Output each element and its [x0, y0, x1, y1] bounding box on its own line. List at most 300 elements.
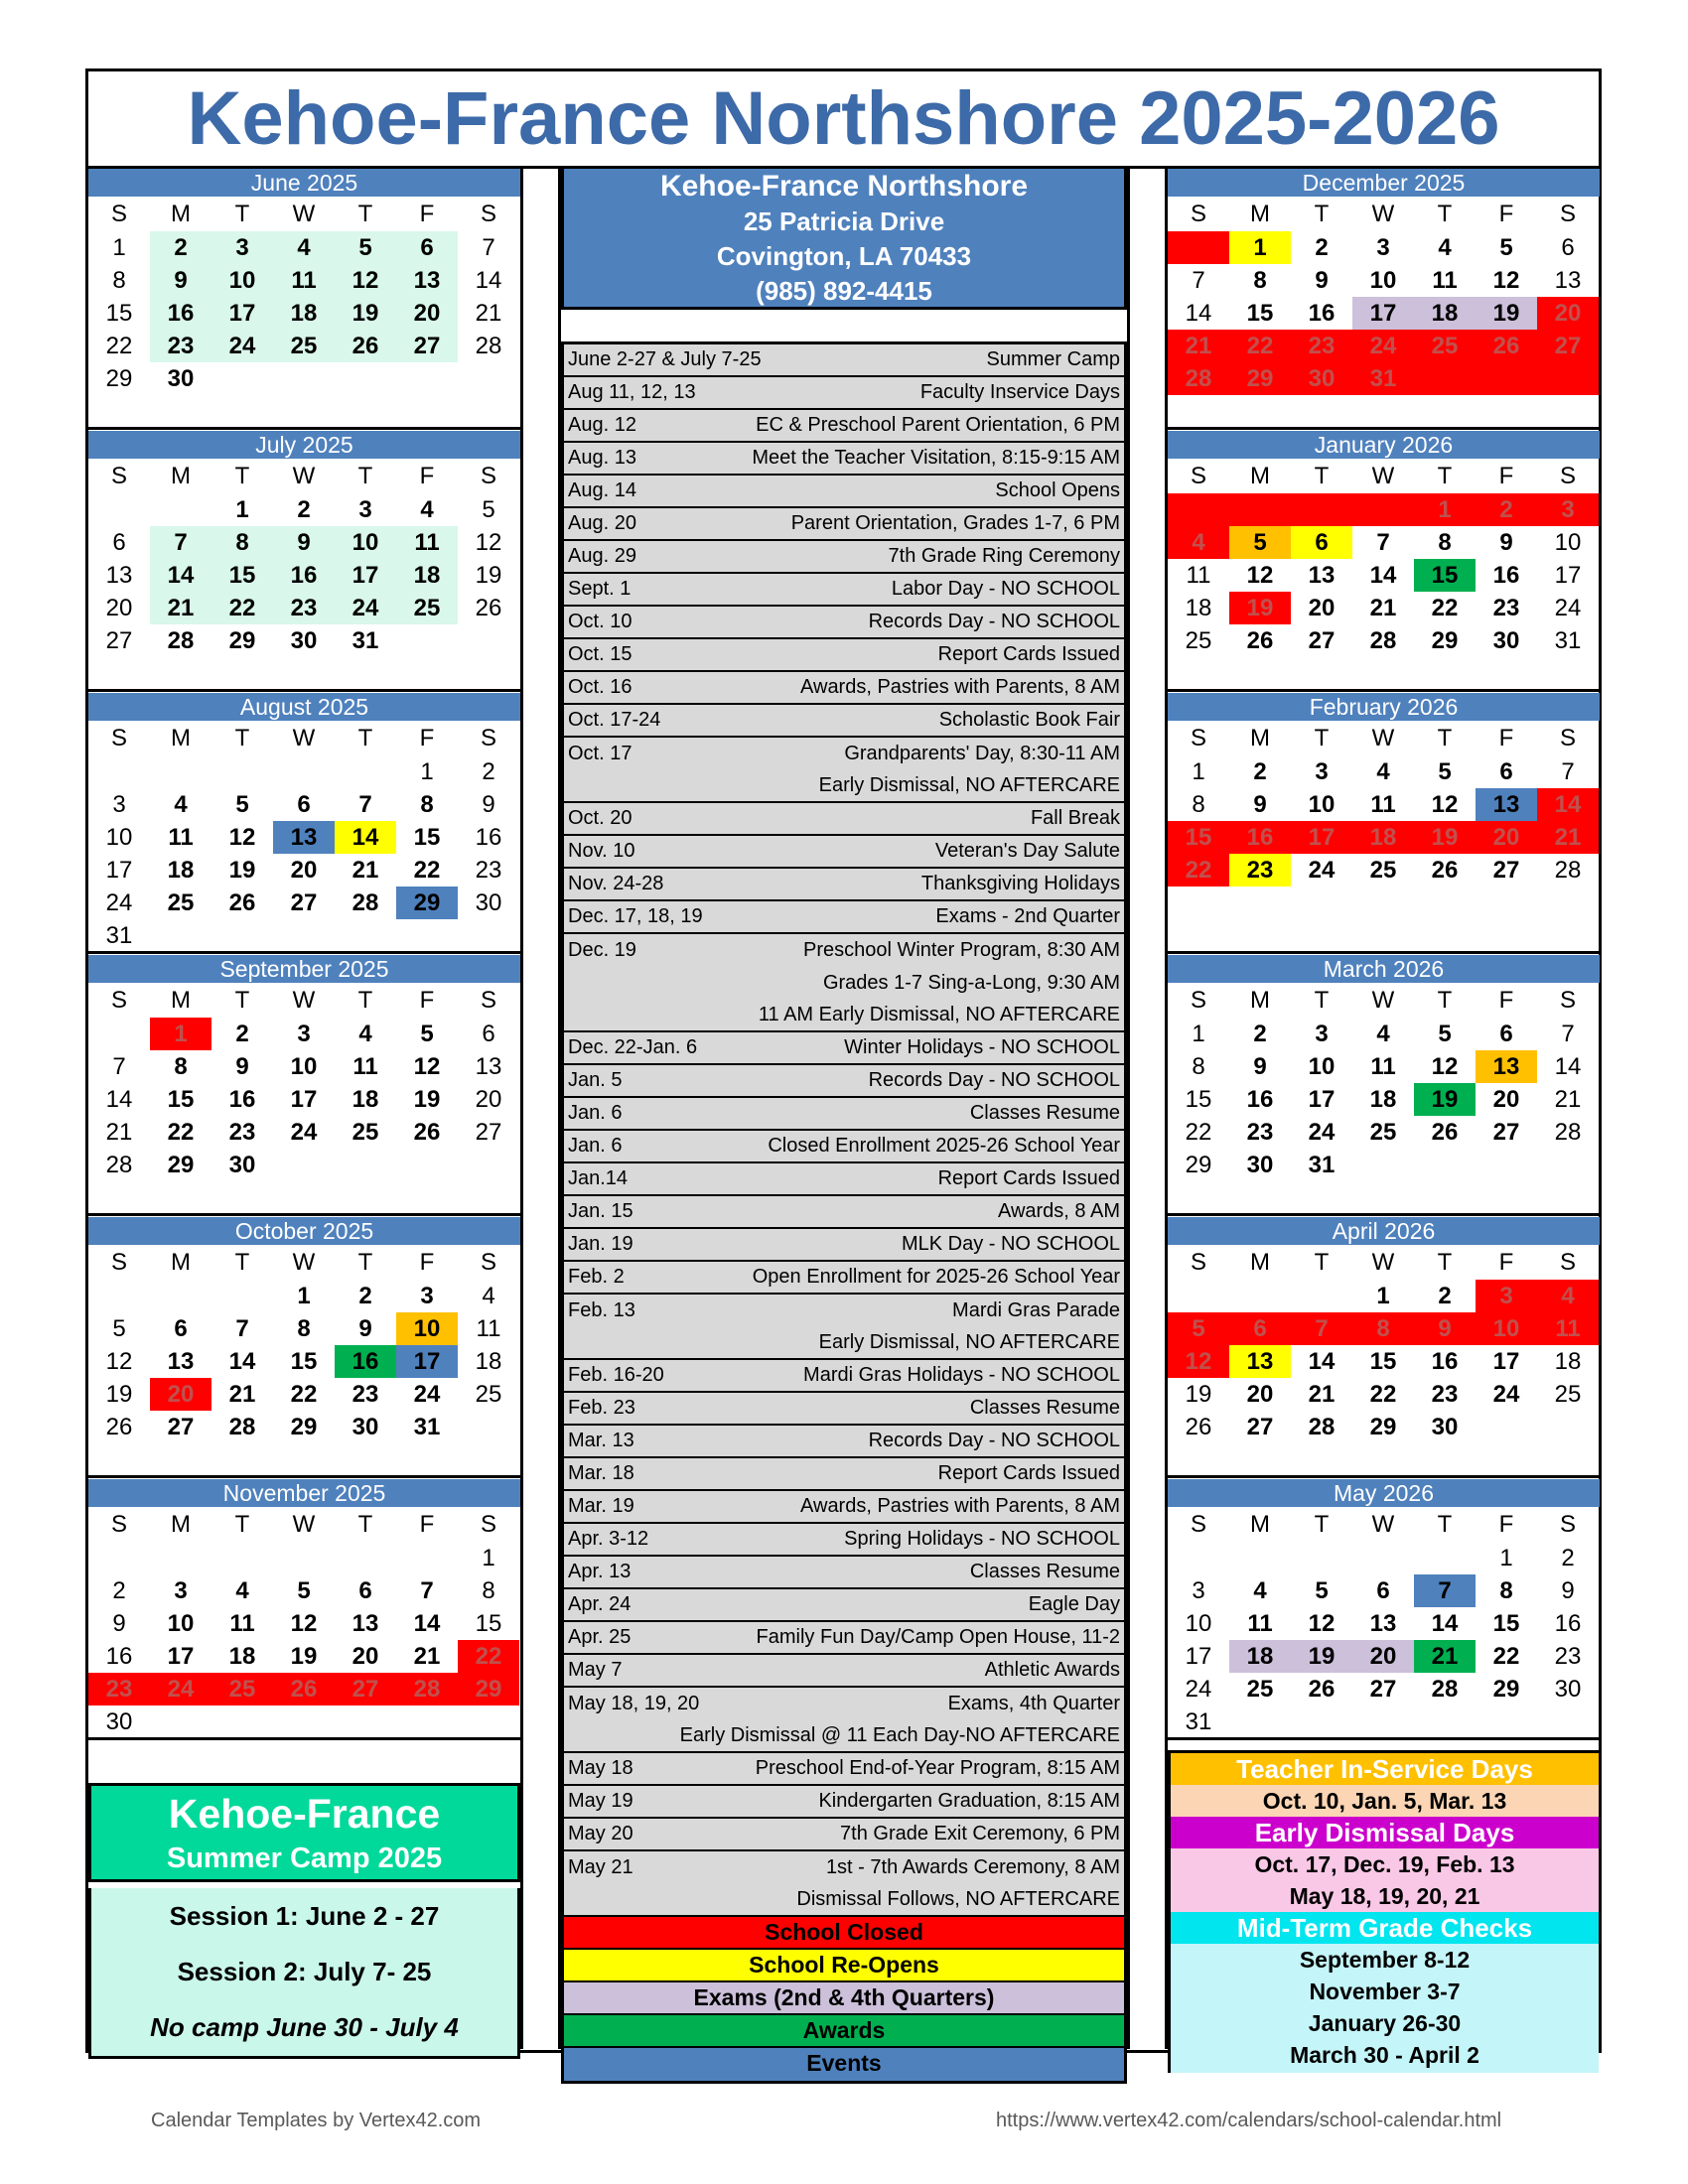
weekday-label: T — [1314, 201, 1330, 227]
weekday-label: S — [1559, 201, 1576, 227]
day-cell: 8 — [1438, 529, 1452, 556]
empty-cell — [88, 1280, 150, 1312]
camp-body — [88, 1888, 520, 2059]
day-cell: 19 — [1414, 821, 1476, 854]
weekday-label: T — [1314, 463, 1330, 489]
day-cell: 23 — [1229, 854, 1291, 887]
empty-cell — [150, 919, 211, 952]
event-description: Thanksgiving Holidays — [920, 873, 1120, 894]
day-cell: 28 — [475, 333, 502, 359]
legend-blue: Events — [564, 2048, 1124, 2081]
day-cell: 24 — [105, 889, 133, 916]
school-street: 25 Patricia Drive — [743, 206, 945, 236]
event-date: Jan. 5 — [568, 1069, 623, 1091]
day-cell: 5 — [1438, 758, 1452, 785]
event-row — [564, 1622, 1124, 1655]
empty-cell — [335, 1542, 396, 1574]
empty-cell — [1229, 1706, 1291, 1738]
day-cell: 13 — [352, 1610, 379, 1637]
weekday-header — [1168, 983, 1600, 1018]
day-cell: 28 — [1308, 1414, 1336, 1440]
day-cell: 27 — [1246, 1414, 1274, 1440]
day-cell: 30 — [1554, 1676, 1582, 1703]
month-left-0 — [88, 169, 520, 430]
empty-cell — [335, 1149, 396, 1181]
event-row — [564, 967, 1124, 1000]
event-date: June 2-27 & July 7-25 — [568, 348, 762, 370]
day-cell: 4 — [174, 791, 188, 818]
event-row — [564, 1065, 1124, 1098]
empty-cell — [1414, 362, 1476, 395]
empty-cell — [1414, 1542, 1476, 1574]
day-cell: 6 — [1229, 1312, 1291, 1345]
empty-cell — [211, 755, 273, 788]
day-cell: 21 — [1308, 1381, 1336, 1408]
day-cell: 16 — [1246, 1086, 1274, 1113]
day-cell: 29 — [1185, 1152, 1212, 1178]
day-cell: 14 — [1308, 1348, 1336, 1375]
event-date: Mar. 18 — [568, 1462, 634, 1484]
event-date: Oct. 17-24 — [568, 709, 661, 731]
weekday-label: S — [480, 1511, 496, 1538]
day-cell: 11 — [476, 1315, 501, 1342]
weekday-label: S — [480, 1249, 496, 1276]
day-cell: 21 — [413, 1643, 441, 1670]
weekday-label: W — [292, 987, 316, 1014]
day-cell: 30 — [228, 1152, 256, 1178]
day-cell: 29 — [167, 1152, 195, 1178]
weekday-header — [1168, 1245, 1600, 1280]
empty-cell — [1291, 493, 1352, 526]
event-description: Early Dismissal @ 11 Each Day-NO AFTERCARE — [679, 1724, 1120, 1746]
day-cell: 24 — [1554, 595, 1582, 621]
empty-cell — [396, 919, 458, 952]
day-cell: 8 — [1499, 1577, 1513, 1604]
day-cell: 1 — [482, 1545, 495, 1571]
day-cell: 3 — [297, 1021, 311, 1047]
day-cell: 20 — [105, 595, 133, 621]
day-cell: 30 — [290, 627, 318, 654]
weekday-label: M — [171, 201, 191, 227]
day-cell: 5 — [235, 791, 249, 818]
day-cell: 11 — [1537, 1312, 1599, 1345]
day-cell: 15 — [413, 824, 441, 851]
empty-cell — [1414, 1149, 1476, 1181]
event-date: Oct. 10 — [568, 611, 633, 632]
day-cell: 26 — [228, 889, 256, 916]
weekday-label: M — [171, 987, 191, 1014]
day-cell: 5 — [1499, 234, 1513, 261]
school-address-box — [561, 169, 1127, 310]
day-cell: 13 — [167, 1348, 195, 1375]
event-row — [564, 574, 1124, 607]
event-date: Feb. 13 — [568, 1299, 635, 1321]
event-date: Jan. 6 — [568, 1102, 623, 1124]
midterm-4: March 30 - April 2 — [1171, 2039, 1599, 2073]
day-cell: 12 — [1492, 267, 1520, 294]
day-grid — [1168, 1280, 1600, 1443]
empty-cell — [396, 1149, 458, 1181]
day-cell: 21 — [105, 1119, 133, 1146]
inservice-dates: Oct. 10, Jan. 5, Mar. 13 — [1171, 1785, 1599, 1817]
legend-lavender: Exams (2nd & 4th Quarters) — [564, 1982, 1124, 2015]
day-cell: 10 — [1554, 529, 1582, 556]
empty-cell — [211, 1280, 273, 1312]
day-cell: 2 — [482, 758, 495, 785]
empty-cell — [1476, 362, 1537, 395]
info-boxes — [1168, 1750, 1599, 2073]
month-title: July 2025 — [88, 431, 520, 459]
day-cell: 27 — [105, 627, 133, 654]
weekday-header — [88, 1245, 520, 1280]
day-cell: 6 — [174, 1315, 188, 1342]
empty-cell — [273, 919, 335, 952]
empty-cell — [1537, 1149, 1599, 1181]
event-date: Apr. 25 — [568, 1626, 632, 1648]
weekday-label: S — [110, 201, 127, 227]
month-title: May 2026 — [1168, 1479, 1600, 1507]
day-grid — [88, 231, 520, 395]
day-cell: 26 — [413, 1119, 441, 1146]
day-cell: 1 — [1376, 1283, 1390, 1309]
day-cell: 18 — [1185, 595, 1212, 621]
weekday-label: W — [1371, 1249, 1395, 1276]
weekday-header — [1168, 197, 1600, 231]
day-cell: 1 — [1229, 231, 1291, 264]
day-cell: 29 — [228, 627, 256, 654]
day-cell: 30 — [1291, 362, 1352, 395]
event-description: EC & Preschool Parent Orientation, 6 PM — [756, 414, 1120, 436]
day-cell: 17 — [211, 297, 273, 330]
event-date: Aug. 14 — [568, 479, 636, 501]
day-cell: 13 — [1476, 788, 1537, 821]
day-cell: 22 — [1229, 330, 1291, 362]
day-cell: 29 — [1229, 362, 1291, 395]
midterm-title: Mid-Term Grade Checks — [1171, 1912, 1599, 1944]
empty-cell — [1168, 1280, 1229, 1312]
day-cell: 27 — [167, 1414, 195, 1440]
day-cell: 19 — [413, 1086, 441, 1113]
day-cell: 31 — [413, 1414, 441, 1440]
day-cell: 5 — [297, 1577, 311, 1604]
day-cell: 20 — [1537, 297, 1599, 330]
weekday-label: M — [171, 1511, 191, 1538]
weekday-label: T — [234, 201, 250, 227]
weekday-label: S — [110, 1249, 127, 1276]
day-cell: 13 — [273, 821, 335, 854]
event-description: 7th Grade Ring Ceremony — [888, 545, 1120, 567]
day-cell: 10 — [396, 1312, 458, 1345]
event-description: Veteran's Day Salute — [934, 840, 1120, 862]
empty-cell — [458, 1706, 519, 1738]
event-date: Oct. 17 — [568, 743, 633, 764]
day-cell: 6 — [1499, 758, 1513, 785]
day-cell: 29 — [290, 1414, 318, 1440]
event-date: Feb. 16-20 — [568, 1364, 664, 1386]
day-cell: 17 — [1291, 821, 1352, 854]
weekday-label: S — [1190, 725, 1206, 751]
event-date: Aug. 12 — [568, 414, 636, 436]
day-cell: 17 — [290, 1086, 318, 1113]
weekday-label: W — [292, 201, 316, 227]
empty-cell — [88, 493, 150, 526]
day-grid — [1168, 493, 1600, 657]
day-cell: 7 — [150, 526, 211, 559]
day-cell: 23 — [1246, 1119, 1274, 1146]
day-cell: 13 — [1229, 1345, 1291, 1378]
event-date: May 18, 19, 20 — [568, 1693, 700, 1714]
event-row — [564, 1000, 1124, 1032]
empty-cell — [88, 1018, 150, 1050]
day-cell: 12 — [413, 1053, 441, 1080]
day-cell: 7 — [358, 791, 372, 818]
day-cell: 16 — [150, 297, 211, 330]
day-cell: 27 — [396, 330, 458, 362]
day-cell: 12 — [105, 1348, 133, 1375]
day-cell: 16 — [105, 1643, 133, 1670]
day-cell: 23 — [1431, 1381, 1459, 1408]
day-cell: 16 — [1308, 300, 1336, 327]
event-description: Fall Break — [1030, 807, 1120, 829]
day-cell: 16 — [228, 1086, 256, 1113]
month-left-4 — [88, 1217, 520, 1478]
day-cell: 2 — [112, 1577, 126, 1604]
event-date: Aug 11, 12, 13 — [568, 381, 696, 403]
day-cell: 7 — [1561, 758, 1575, 785]
weekday-header — [88, 721, 520, 755]
day-cell: 31 — [352, 627, 379, 654]
weekday-label: S — [480, 725, 496, 751]
day-cell: 27 — [1492, 1119, 1520, 1146]
day-cell: 25 — [1185, 627, 1212, 654]
day-cell: 11 — [168, 824, 194, 851]
weekday-label: S — [1559, 1249, 1576, 1276]
event-description: Preschool Winter Program, 8:30 AM — [802, 939, 1120, 961]
weekday-label: T — [357, 1249, 373, 1276]
event-row — [564, 476, 1124, 508]
day-cell: 8 — [211, 526, 273, 559]
event-row — [564, 1720, 1124, 1753]
day-cell: 10 — [1308, 791, 1336, 818]
event-description: Labor Day - NO SCHOOL — [891, 578, 1120, 600]
day-cell: 15 — [475, 1610, 502, 1637]
event-date: Feb. 2 — [568, 1266, 625, 1288]
day-cell: 30 — [105, 1708, 133, 1735]
weekday-label: S — [1559, 725, 1576, 751]
day-cell: 30 — [1492, 627, 1520, 654]
day-cell: 10 — [1185, 1610, 1212, 1637]
weekday-label: W — [1371, 463, 1395, 489]
day-cell: 26 — [1476, 330, 1537, 362]
weekday-label: F — [419, 1249, 435, 1276]
empty-cell — [1352, 1149, 1414, 1181]
day-cell: 15 — [1246, 300, 1274, 327]
event-row — [564, 639, 1124, 672]
day-cell: 3 — [1315, 758, 1329, 785]
day-cell: 16 — [1554, 1610, 1582, 1637]
day-cell: 8 — [420, 791, 434, 818]
event-row — [564, 1819, 1124, 1851]
day-cell: 28 — [167, 627, 195, 654]
day-cell: 3 — [174, 1577, 188, 1604]
day-cell: 24 — [1308, 857, 1336, 884]
midterm-1: September 8-12 — [1171, 1944, 1599, 1976]
month-title: September 2025 — [88, 955, 520, 983]
weekday-label: T — [1437, 1249, 1453, 1276]
month-right-3 — [1168, 955, 1600, 1216]
event-row — [564, 508, 1124, 541]
event-row — [564, 836, 1124, 869]
empty-cell — [458, 362, 519, 395]
event-description: Faculty Inservice Days — [919, 381, 1120, 403]
weekday-label: T — [234, 987, 250, 1014]
day-cell: 3 — [112, 791, 126, 818]
weekday-label: S — [1190, 463, 1206, 489]
event-row — [564, 410, 1124, 443]
day-cell: 21 — [228, 1381, 256, 1408]
day-cell: 21 — [475, 300, 502, 327]
empty-cell — [150, 755, 211, 788]
day-cell: 17 — [1185, 1643, 1212, 1670]
empty-cell — [1537, 362, 1599, 395]
event-row — [564, 934, 1124, 967]
day-cell: 6 — [482, 1021, 495, 1047]
empty-cell — [335, 1706, 396, 1738]
event-date: Aug. 20 — [568, 512, 636, 534]
day-grid — [88, 1018, 520, 1181]
event-description: Early Dismissal, NO AFTERCARE — [818, 774, 1120, 796]
empty-cell — [458, 1411, 519, 1443]
day-cell: 18 — [1352, 821, 1414, 854]
midterm-2: November 3-7 — [1171, 1976, 1599, 2007]
day-cell: 20 — [1476, 821, 1537, 854]
day-cell: 26 — [1246, 627, 1274, 654]
day-cell: 30 — [1246, 1152, 1274, 1178]
month-title: February 2026 — [1168, 693, 1600, 721]
empty-cell — [1352, 1542, 1414, 1574]
event-date: Jan. 6 — [568, 1135, 623, 1157]
day-cell: 23 — [1554, 1643, 1582, 1670]
day-cell: 30 — [352, 1414, 379, 1440]
day-cell: 12 — [1168, 1345, 1229, 1378]
day-cell: 6 — [1291, 526, 1352, 559]
event-row — [564, 672, 1124, 705]
day-cell: 29 — [1431, 627, 1459, 654]
day-cell: 18 — [228, 1643, 256, 1670]
day-cell: 9 — [482, 791, 495, 818]
day-cell: 5 — [1168, 1312, 1229, 1345]
day-cell: 30 — [167, 365, 195, 392]
day-cell: 18 — [352, 1086, 379, 1113]
day-cell: 4 — [1253, 1577, 1267, 1604]
day-cell: 5 — [1438, 1021, 1452, 1047]
weekday-header — [88, 197, 520, 231]
day-cell: 25 — [475, 1381, 502, 1408]
day-cell: 11 — [1370, 1053, 1396, 1080]
day-cell: 24 — [413, 1381, 441, 1408]
event-row — [564, 1491, 1124, 1524]
event-date: Dec. 17, 18, 19 — [568, 905, 703, 927]
day-cell: 31 — [1308, 1152, 1336, 1178]
day-cell: 19 — [335, 297, 396, 330]
day-cell: 2 — [1438, 1283, 1452, 1309]
day-grid — [1168, 1542, 1600, 1738]
day-cell: 2 — [1253, 758, 1267, 785]
day-cell: 9 — [235, 1053, 249, 1080]
camp-session-1: Session 1: June 2 - 27 — [169, 1901, 440, 1931]
day-cell: 10 — [211, 264, 273, 297]
day-cell: 13 — [1308, 562, 1336, 589]
day-cell: 22 — [290, 1381, 318, 1408]
event-date: Mar. 19 — [568, 1495, 634, 1517]
day-cell: 19 — [1476, 297, 1537, 330]
day-cell: 22 — [167, 1119, 195, 1146]
day-cell: 26 — [1185, 1414, 1212, 1440]
event-date: Aug. 13 — [568, 447, 636, 469]
weekday-label: T — [1314, 987, 1330, 1014]
event-description: Awards, Pastries with Parents, 8 AM — [800, 1495, 1120, 1517]
empty-cell — [1537, 1411, 1599, 1443]
event-description: Meet the Teacher Visitation, 8:15-9:15 AM — [752, 447, 1120, 469]
events-list — [561, 341, 1127, 2084]
legend-green: Awards — [564, 2015, 1124, 2048]
day-cell: 5 — [1315, 1577, 1329, 1604]
day-cell: 5 — [335, 231, 396, 264]
month-title: August 2025 — [88, 693, 520, 721]
event-description: Spring Holidays - NO SCHOOL — [844, 1528, 1120, 1550]
day-cell: 22 — [105, 333, 133, 359]
event-description: Awards, 8 AM — [997, 1200, 1120, 1222]
empty-cell — [273, 755, 335, 788]
empty-cell — [211, 362, 273, 395]
day-cell: 3 — [211, 231, 273, 264]
day-cell: 27 — [1492, 857, 1520, 884]
day-cell: 1 — [1414, 493, 1476, 526]
empty-cell — [335, 755, 396, 788]
month-right-1 — [1168, 431, 1600, 692]
day-cell: 14 — [1185, 300, 1212, 327]
event-row — [564, 869, 1124, 901]
event-row — [564, 1557, 1124, 1589]
day-cell: 4 — [358, 1021, 372, 1047]
day-cell: 10 — [167, 1610, 195, 1637]
day-cell: 22 — [413, 857, 441, 884]
day-cell: 8 — [1253, 267, 1267, 294]
day-cell: 22 — [1431, 595, 1459, 621]
legend-yellow: School Re-Opens — [564, 1950, 1124, 1982]
day-cell: 9 — [1253, 791, 1267, 818]
event-description: Exams, 4th Quarter — [947, 1693, 1120, 1714]
day-cell: 20 — [1246, 1381, 1274, 1408]
day-cell: 19 — [1229, 592, 1291, 624]
camp-note: No camp June 30 - July 4 — [150, 2012, 459, 2042]
day-cell: 21 — [1369, 595, 1397, 621]
weekday-header — [1168, 459, 1600, 493]
weekday-label: T — [234, 1249, 250, 1276]
day-cell: 20 — [352, 1643, 379, 1670]
event-description: Scholastic Book Fair — [938, 709, 1120, 731]
day-cell: 4 — [273, 231, 335, 264]
empty-cell — [335, 919, 396, 952]
day-cell: 28 — [105, 1152, 133, 1178]
day-cell: 14 — [1554, 1053, 1582, 1080]
day-cell: 9 — [273, 526, 335, 559]
day-cell: 25 — [1369, 1119, 1397, 1146]
day-cell: 8 — [112, 267, 126, 294]
weekday-label: S — [110, 1511, 127, 1538]
weekday-header — [1168, 1507, 1600, 1542]
day-cell: 30 — [1431, 1414, 1459, 1440]
